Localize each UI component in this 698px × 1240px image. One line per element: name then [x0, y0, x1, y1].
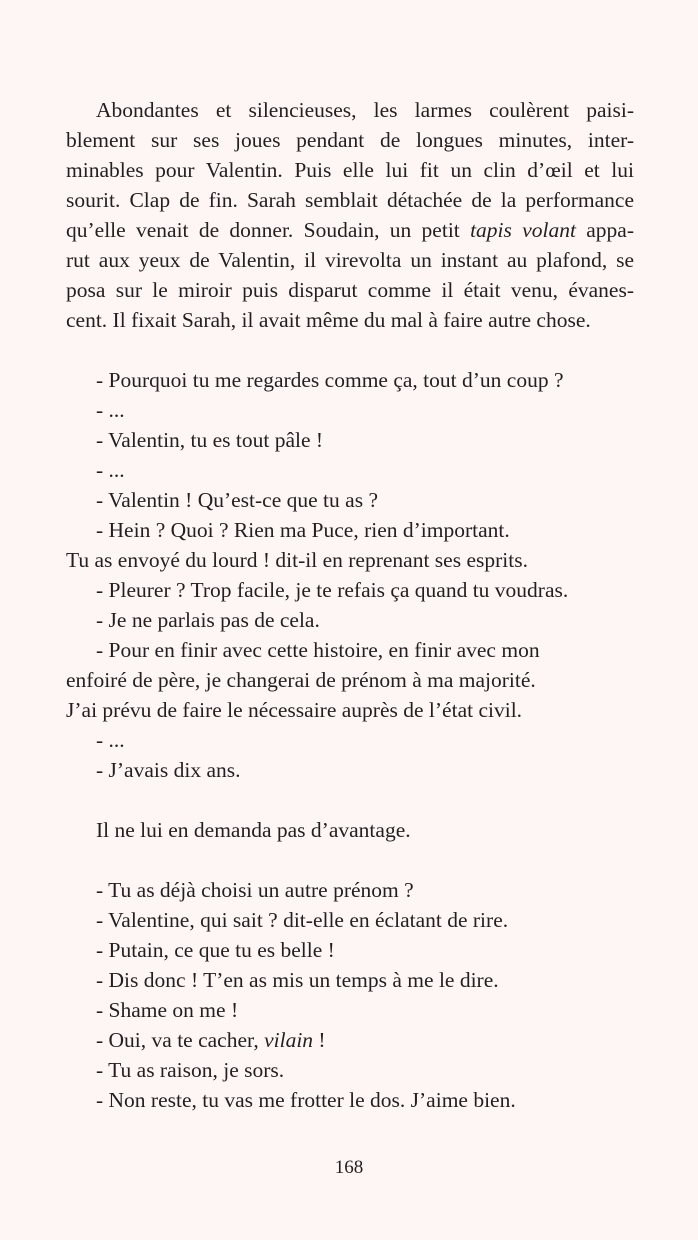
text-fragment: qu’elle venait de donner. Soudain, un petit — [66, 218, 471, 242]
dialogue-line: - Pourquoi tu me regardes comme ça, tout d’un coup ? — [96, 368, 564, 392]
dialogue-line: - Shame on me ! — [96, 998, 239, 1022]
text-fragment: ! — [313, 1028, 326, 1052]
page-number: 168 — [334, 1157, 364, 1178]
dialogue-continuation: J’ai prévu de faire le nécessaire auprès de l’état civil. — [66, 698, 523, 722]
text-line: blement sur ses joues pendant de longues minutes, inter- — [66, 128, 634, 152]
dialogue-line: - ... — [96, 398, 125, 422]
dialogue-line: - Tu as raison, je sors. — [96, 1058, 285, 1082]
dialogue-line: - Pour en finir avec cette histoire, en finir avec mon — [96, 638, 540, 662]
text-line: rut aux yeux de Valentin, il virevolta un instant au plafond, se — [66, 248, 634, 272]
text-line — [66, 215, 634, 245]
dialogue-continuation: Tu as envoyé du lourd ! dit-il en reprenant ses esprits. — [66, 548, 528, 572]
dialogue-line: - Putain, ce que tu es belle ! — [96, 938, 335, 962]
text-line: posa sur le miroir puis disparut comme il était venu, évanes- — [66, 278, 634, 302]
dialogue-line: - Je ne parlais pas de cela. — [96, 608, 320, 632]
dialogue-line: - Hein ? Quoi ? Rien ma Puce, rien d’important. — [96, 518, 510, 542]
dialogue-line: - Non reste, tu vas me frotter le dos. J’aime bien. — [96, 1088, 516, 1112]
dialogue-line: - J’avais dix ans. — [96, 758, 241, 782]
dialogue-line: - Valentin, tu es tout pâle ! — [96, 428, 324, 452]
text-line: sourit. Clap de fin. Sarah semblait détachée de la performance — [66, 188, 634, 212]
page-body — [66, 95, 634, 1115]
dialogue-continuation: enfoiré de père, je changerai de prénom à ma majorité. — [66, 668, 536, 692]
dialogue-line: - Dis donc ! T’en as mis un temps à me le dire. — [96, 968, 499, 992]
text-fragment: appa- — [575, 218, 634, 242]
blank-line — [66, 845, 634, 875]
dialogue-line: - ... — [96, 458, 125, 482]
dialogue-line: - ... — [96, 728, 125, 752]
paragraph — [66, 95, 634, 335]
dialogue-line: - Valentine, qui sait ? dit-elle en éclatant de rire. — [96, 908, 509, 932]
dialogue-line: - Tu as déjà choisi un autre prénom ? — [96, 878, 414, 902]
narration-line: Il ne lui en demanda pas d’avantage. — [96, 818, 411, 842]
dialogue-line — [66, 1025, 634, 1055]
blank-line — [66, 785, 634, 815]
italic-phrase: tapis volant — [470, 218, 576, 242]
text-line: Abondantes et silencieuses, les larmes coulèrent paisi- — [96, 98, 634, 122]
dialogue-line: - Valentin ! Qu’est-ce que tu as ? — [96, 488, 378, 512]
dialogue-block — [66, 875, 634, 1115]
text-line: minables pour Valentin. Puis elle lui fit un clin d’œil et lui — [66, 158, 634, 182]
dialogue-block — [66, 365, 634, 785]
italic-word: vilain — [264, 1028, 314, 1052]
text-fragment: - Oui, va te cacher, — [96, 1028, 265, 1052]
dialogue-line: - Pleurer ? Trop facile, je te refais ça quand tu voudras. — [96, 578, 569, 602]
blank-line — [66, 335, 634, 365]
text-line: cent. Il fixait Sarah, il avait même du mal à faire autre chose. — [66, 308, 591, 332]
